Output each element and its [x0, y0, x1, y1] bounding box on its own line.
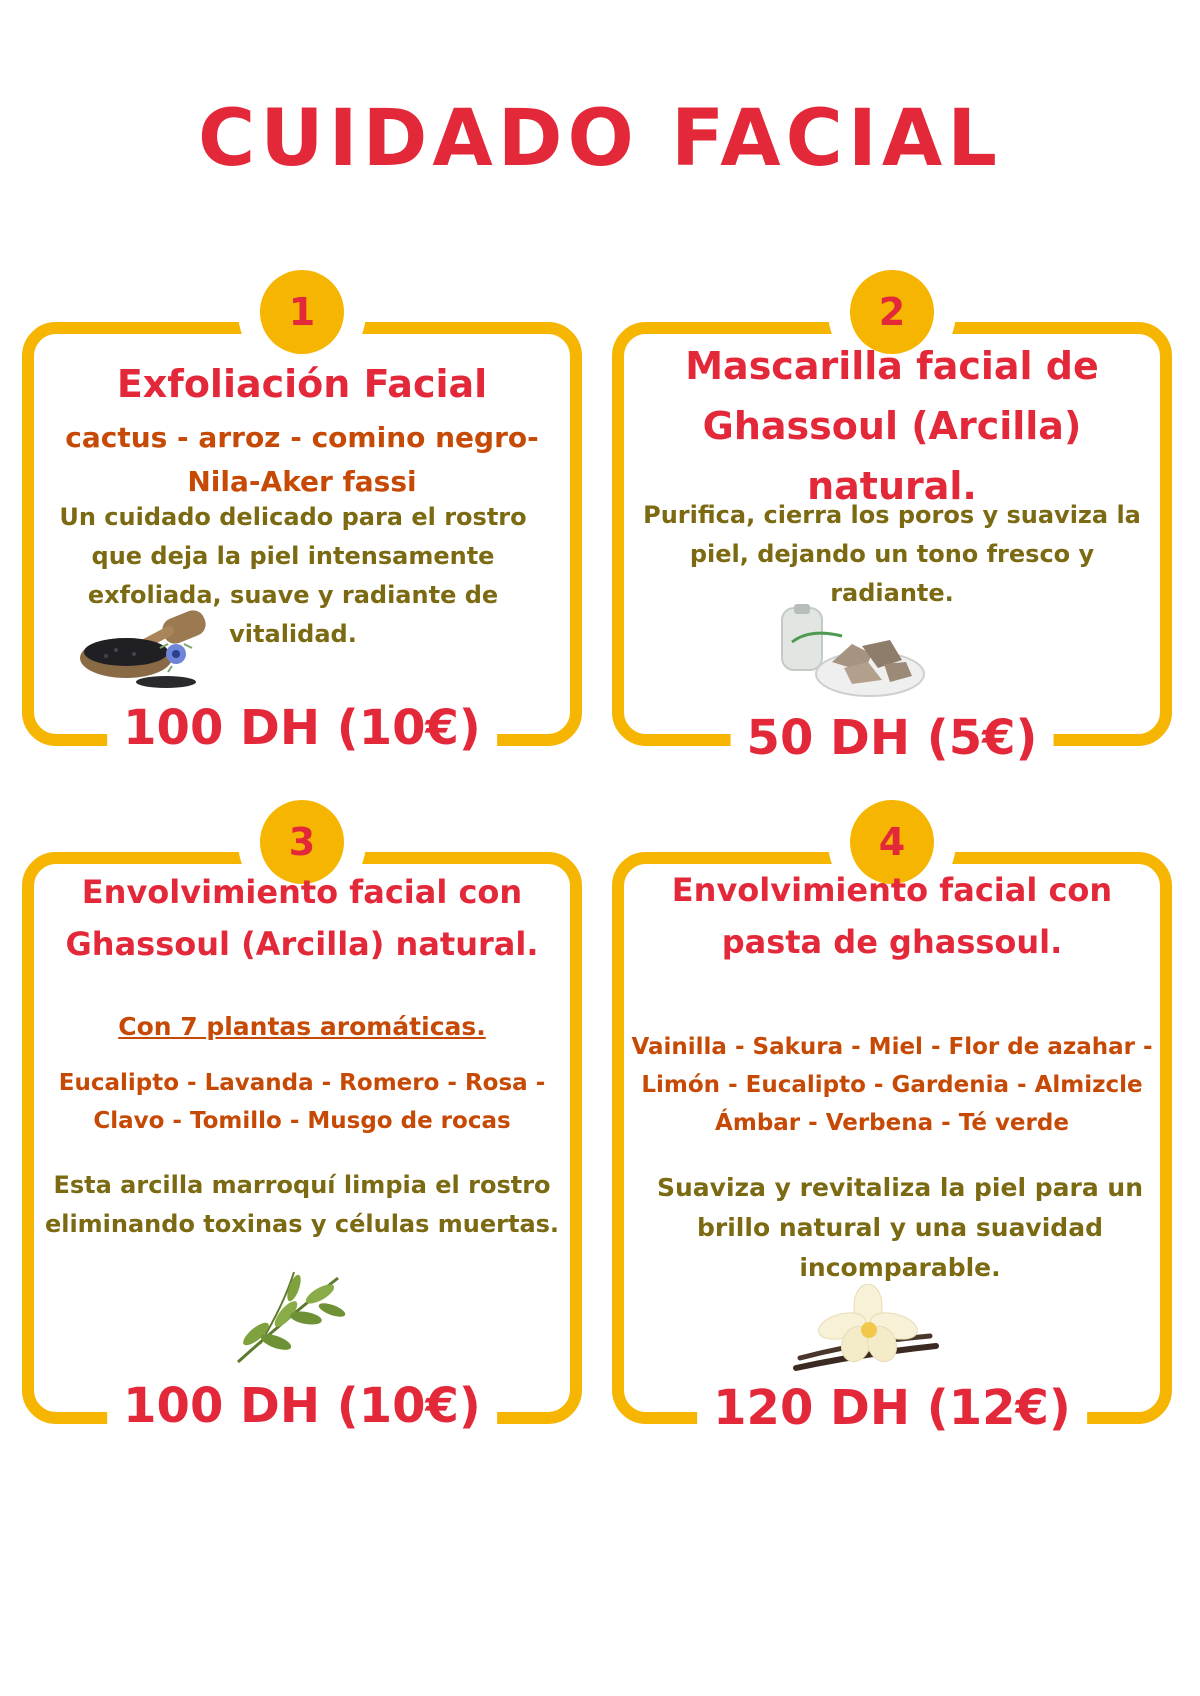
card-description: Esta arcilla marroquí limpia el rostro eliminando toxinas y células muertas.	[44, 1171, 560, 1238]
card-price: 100 DH (10€)	[107, 698, 497, 758]
black-seed-bowl-icon	[76, 608, 216, 694]
vanilla-flower-icon	[790, 1284, 940, 1380]
card-description: Suaviza y revitaliza la piel para un brillo natural y una suavidad incomparable.	[657, 1173, 1143, 1282]
service-card-1	[22, 290, 582, 756]
card-subheading: Con 7 plantas aromáticas.	[118, 1012, 486, 1041]
clay-bowl-icon	[772, 602, 932, 706]
herb-sprig-icon	[220, 1264, 350, 1368]
card-number-badge: 2	[850, 270, 934, 354]
page-title: CUIDADO FACIAL	[198, 94, 1002, 184]
service-card-4	[612, 820, 1172, 1436]
card-ingredients: cactus - arroz - comino negro- Nila-Aker fassi	[65, 421, 539, 498]
card-price: 100 DH (10€)	[107, 1376, 497, 1436]
card-title: Mascarilla facial de Ghassoul (Arcilla) natural.	[685, 344, 1099, 508]
card-description: Un cuidado delicado para el rostro que deja la piel intensamente exfoliada, suave y radiante de vitalidad.	[59, 503, 527, 648]
card-price: 50 DH (5€)	[731, 708, 1054, 768]
card-ingredients: Eucalipto - Lavanda - Romero - Rosa - Clavo - Tomillo - Musgo de rocas	[58, 1070, 546, 1134]
card-description: Purifica, cierra los poros y suaviza la piel, dejando un tono fresco y radiante.	[643, 501, 1141, 607]
card-title: Exfoliación Facial	[116, 362, 488, 406]
card-title: Envolvimiento facial con Ghassoul (Arcilla) natural.	[65, 873, 539, 963]
card-price: 120 DH (12€)	[697, 1378, 1087, 1438]
card-number-badge: 1	[260, 270, 344, 354]
card-ingredients: Vainilla - Sakura - Miel - Flor de azahar - Limón - Eucalipto - Gardenia - Almizcle Ámbar - Verbena - Té verde	[631, 1034, 1153, 1136]
card-number-badge: 3	[260, 800, 344, 884]
card-number-badge: 4	[850, 800, 934, 884]
card-title: Envolvimiento facial con pasta de ghassoul.	[671, 871, 1113, 961]
service-card-3	[22, 820, 582, 1434]
service-card-2	[612, 290, 1172, 766]
